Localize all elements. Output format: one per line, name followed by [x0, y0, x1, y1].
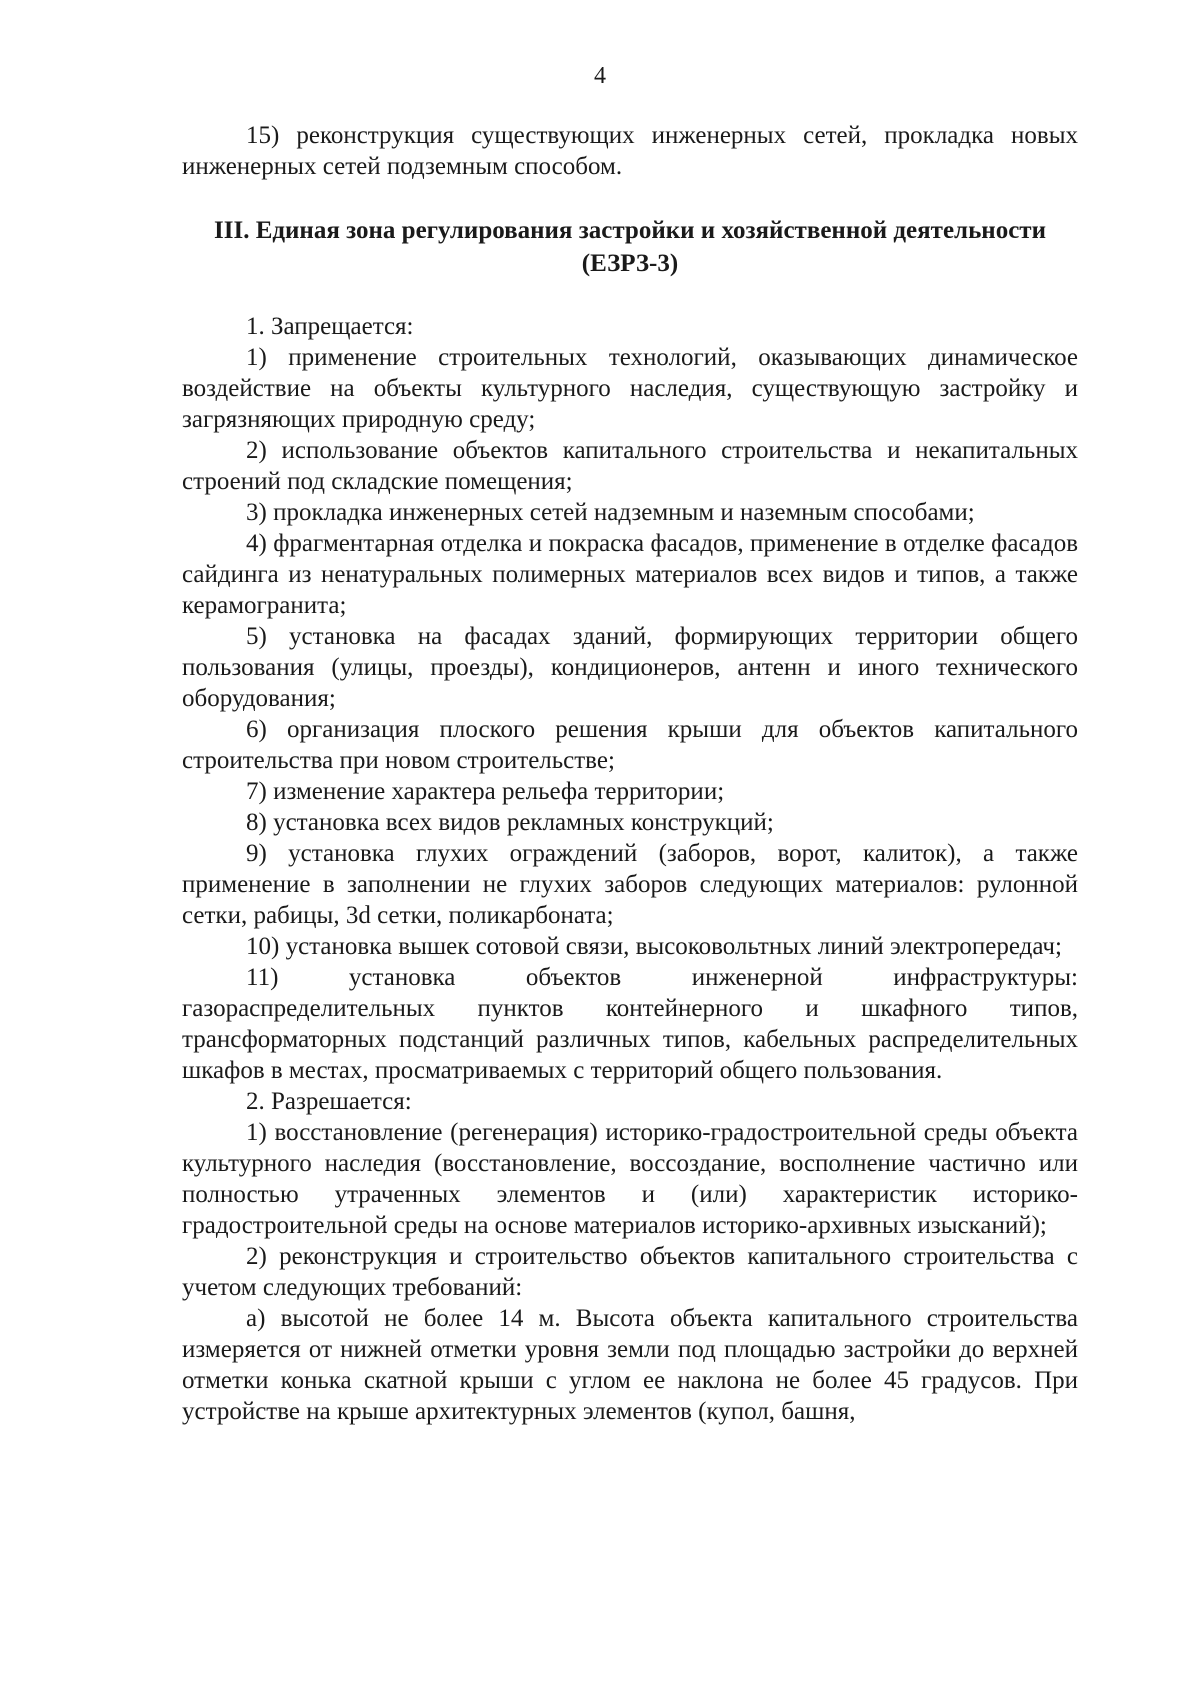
main-text-block — [182, 311, 1078, 1427]
section-heading-line: (ЕЗРЗ-3) — [581, 250, 679, 277]
paragraph: 1) применение строительных технологий, оказывающих динамическое воздействие на объекты культурного наследия, существующую застройку и загрязняющих природную среду; — [182, 344, 1078, 433]
paragraph: а) высотой не более 14 м. Высота объекта капитального строительства измеряется от нижней отметки уровня земли под площадью застройки до верхней отметки конька скатной крыши с углом ее наклона не более 45 градусов. При устройстве на крыше архитектурных элементов (купол, башня, — [182, 1305, 1078, 1425]
paragraph: 10) установка вышек сотовой связи, высоковольтных линий электропередач; — [246, 933, 1062, 960]
paragraph: 6) организация плоского решения крыши для объектов капитального строительства при новом строительстве; — [182, 716, 1078, 774]
paragraph: 3) прокладка инженерных сетей надземным и наземным способами; — [246, 499, 975, 526]
paragraph: 1. Запрещается: — [246, 313, 414, 340]
paragraph: 5) установка на фасадах зданий, формирующих территории общего пользования (улицы, проезды), кондиционеров, антенн и иного технического оборудования; — [182, 623, 1078, 712]
paragraph: 2. Разрешается: — [246, 1088, 412, 1115]
section-heading-line: III. Единая зона регулирования застройки и хозяйственной деятельности — [214, 217, 1046, 244]
page-number: 4 — [594, 63, 606, 89]
paragraph: 9) установка глухих ограждений (заборов, ворот, калиток), а также применение в заполнении не глухих заборов следующих материалов: рулонной сетки, рабицы, 3d сетки, поликарбоната; — [182, 840, 1078, 929]
paragraph: 7) изменение характера рельефа территории; — [246, 778, 725, 805]
section-heading — [182, 214, 1078, 280]
paragraph: 2) реконструкция и строительство объектов капитального строительства с учетом следующих требований: — [182, 1243, 1078, 1301]
paragraph: 8) установка всех видов рекламных конструкций; — [246, 809, 774, 836]
paragraph: 2) использование объектов капитального строительства и некапитальных строений под складские помещения; — [182, 437, 1078, 495]
paragraph: 4) фрагментарная отделка и покраска фасадов, применение в отделке фасадов сайдинга из ненатуральных полимерных материалов всех видов и типов, а также керамогранита; — [182, 530, 1078, 619]
top-text-block — [182, 120, 1078, 182]
paragraph: 1) восстановление (регенерация) историко-градостроительной среды объекта культурного наследия (восстановление, воссоздание, восполнение частично или полностью утраченных элементов и (или) характеристик историко-градостроительной среды на основе материалов историко-архивных изысканий); — [182, 1119, 1078, 1239]
paragraph: 15) реконструкция существующих инженерных сетей, прокладка новых инженерных сетей подземным способом. — [182, 122, 1078, 180]
paragraph: 11) установка объектов инженерной инфраструктуры: газораспределительных пунктов контейнерного и шкафного типов, трансформаторных подстанций различных типов, кабельных распределительных шкафов в местах, просматриваемых с территорий общего пользования. — [182, 964, 1078, 1084]
